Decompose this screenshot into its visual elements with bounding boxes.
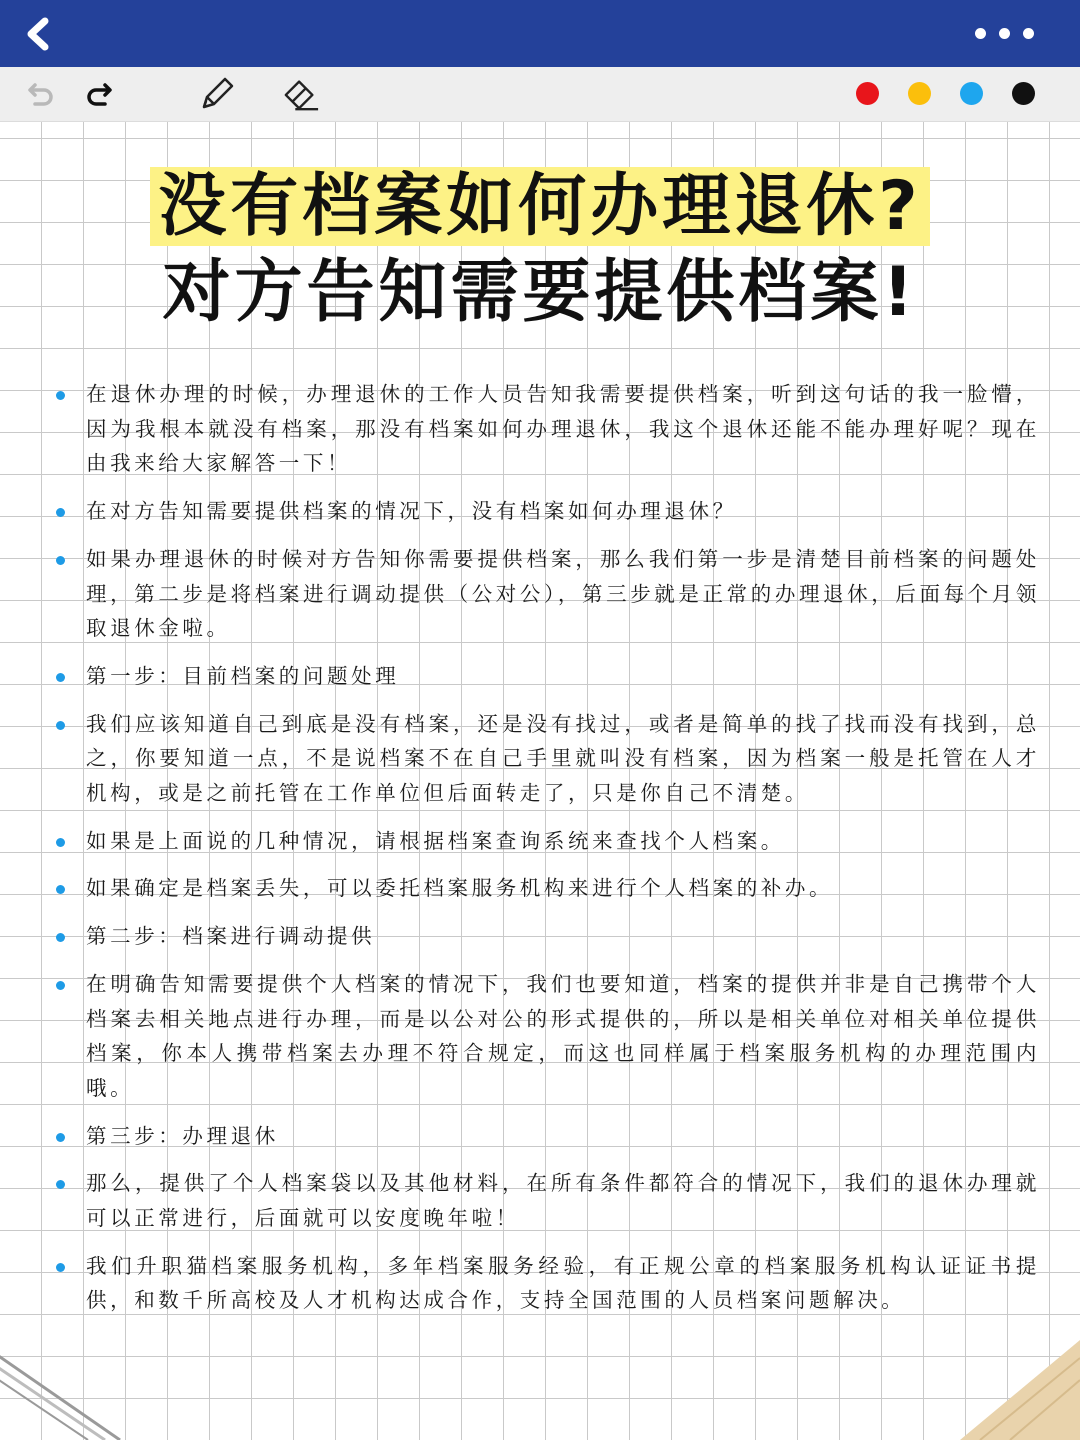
- color-yellow-swatch[interactable]: [908, 82, 931, 105]
- bullet-dot: [56, 721, 65, 730]
- list-item: [56, 824, 1040, 859]
- chevron-left-icon: [23, 17, 53, 51]
- list-item-text: 如果办理退休的时候对方告知你需要提供档案，那么我们第一步是清楚目前档案的问题处理，第二步是将档案进行调动提供（公对公），第三步就是正常的办理退休，后面每个月领取退休金啦。: [86, 546, 1040, 641]
- color-red-swatch[interactable]: [856, 82, 879, 105]
- list-item-text: 在退休办理的时候，办理退休的工作人员告知我需要提供档案，听到这句话的我一脸懵，因为我根本就没有档案，那没有档案如何办理退休，我这个退休还能不能办理好呢？现在由我来给大家解答一下！: [86, 382, 1040, 476]
- list-item-text: 那么，提供了个人档案袋以及其他材料，在所有条件都符合的情况下，我们的退休办理就可以正常进行，后面就可以安度晚年啦！: [86, 1171, 1040, 1231]
- wooden-ruler-decoration: [920, 1330, 1080, 1440]
- bullet-dot: [56, 838, 65, 847]
- color-blue-swatch[interactable]: [960, 82, 983, 105]
- bullet-dot: [56, 885, 65, 894]
- list-item: [56, 871, 1040, 906]
- list-item-text: 第三步：办理退休: [86, 1123, 279, 1148]
- title-line-1: [0, 165, 1080, 249]
- more-dot: [1023, 28, 1034, 39]
- list-item-text: 我们升职猫档案服务机构，多年档案服务经验，有正规公章的档案服务机构认证证书提供，和数千所高校及人才机构达成合作，支持全国范围的人员档案问题解决。: [86, 1253, 1040, 1313]
- list-item: [56, 1119, 1040, 1154]
- pencil-icon: [198, 75, 236, 113]
- bullet-dot: [56, 981, 65, 990]
- article-title: [0, 165, 1080, 335]
- bullet-dot: [56, 508, 65, 517]
- undo-button[interactable]: [22, 75, 60, 113]
- list-item: [56, 967, 1040, 1106]
- bullet-dot: [56, 391, 65, 400]
- more-button[interactable]: [975, 18, 1034, 49]
- list-item-text: 如果确定是档案丢失，可以委托档案服务机构来进行个人档案的补办。: [86, 876, 834, 901]
- top-nav-bar: [0, 0, 1080, 67]
- list-item: [56, 494, 1040, 529]
- more-dot: [975, 28, 986, 39]
- eraser-icon: [282, 75, 320, 113]
- more-dot: [999, 28, 1010, 39]
- eraser-button[interactable]: [282, 75, 320, 113]
- list-item: [56, 377, 1040, 481]
- bullet-dot: [56, 556, 65, 565]
- bullet-dot: [56, 1263, 65, 1272]
- bullet-dot: [56, 673, 65, 682]
- undo-icon: [26, 80, 56, 108]
- list-item: [56, 1249, 1040, 1318]
- bullet-dot: [56, 933, 65, 942]
- list-item-text: 在对方告知需要提供档案的情况下，没有档案如何办理退休？: [86, 499, 737, 524]
- list-item: [56, 542, 1040, 646]
- back-button[interactable]: [8, 0, 68, 67]
- paperclip-decoration: [0, 1330, 140, 1440]
- redo-icon: [84, 80, 114, 108]
- title-line-2: 对方告知需要提供档案!: [162, 253, 918, 332]
- list-item: [56, 707, 1040, 811]
- list-item: [56, 1166, 1040, 1235]
- list-item-text: 第二步：档案进行调动提供: [86, 924, 376, 949]
- bullet-dot: [56, 1133, 65, 1142]
- list-item-text: 在明确告知需要提供个人档案的情况下，我们也要知道，档案的提供并非是自己携带个人档案去相关地点进行办理，而是以公对公的形式提供的，所以是相关单位对相关单位提供档案，你本人携带档案去办理不符合规定，而这也同样属于档案服务机构的办理范围内哦。: [86, 971, 1040, 1100]
- color-black-swatch[interactable]: [1012, 82, 1035, 105]
- list-item-text: 第一步：目前档案的问题处理: [86, 663, 400, 688]
- article-body: [56, 377, 1040, 1331]
- list-item-text: 如果是上面说的几种情况，请根据档案查询系统来查找个人档案。: [86, 828, 785, 853]
- bullet-dot: [56, 1180, 65, 1189]
- list-item: [56, 919, 1040, 954]
- redo-button[interactable]: [80, 75, 118, 113]
- pencil-button[interactable]: [198, 75, 236, 113]
- title-highlight-text: 没有档案如何办理退休?: [150, 167, 929, 246]
- list-item-text: 我们应该知道自己到底是没有档案，还是没有找过，或者是简单的找了找而没有找到，总之，你要知道一点，不是说档案不在自己手里就叫没有档案，因为档案一般是托管在人才机构，或是之前托管在工作单位但后面转走了，只是你自己不清楚。: [86, 711, 1040, 806]
- list-item: [56, 659, 1040, 694]
